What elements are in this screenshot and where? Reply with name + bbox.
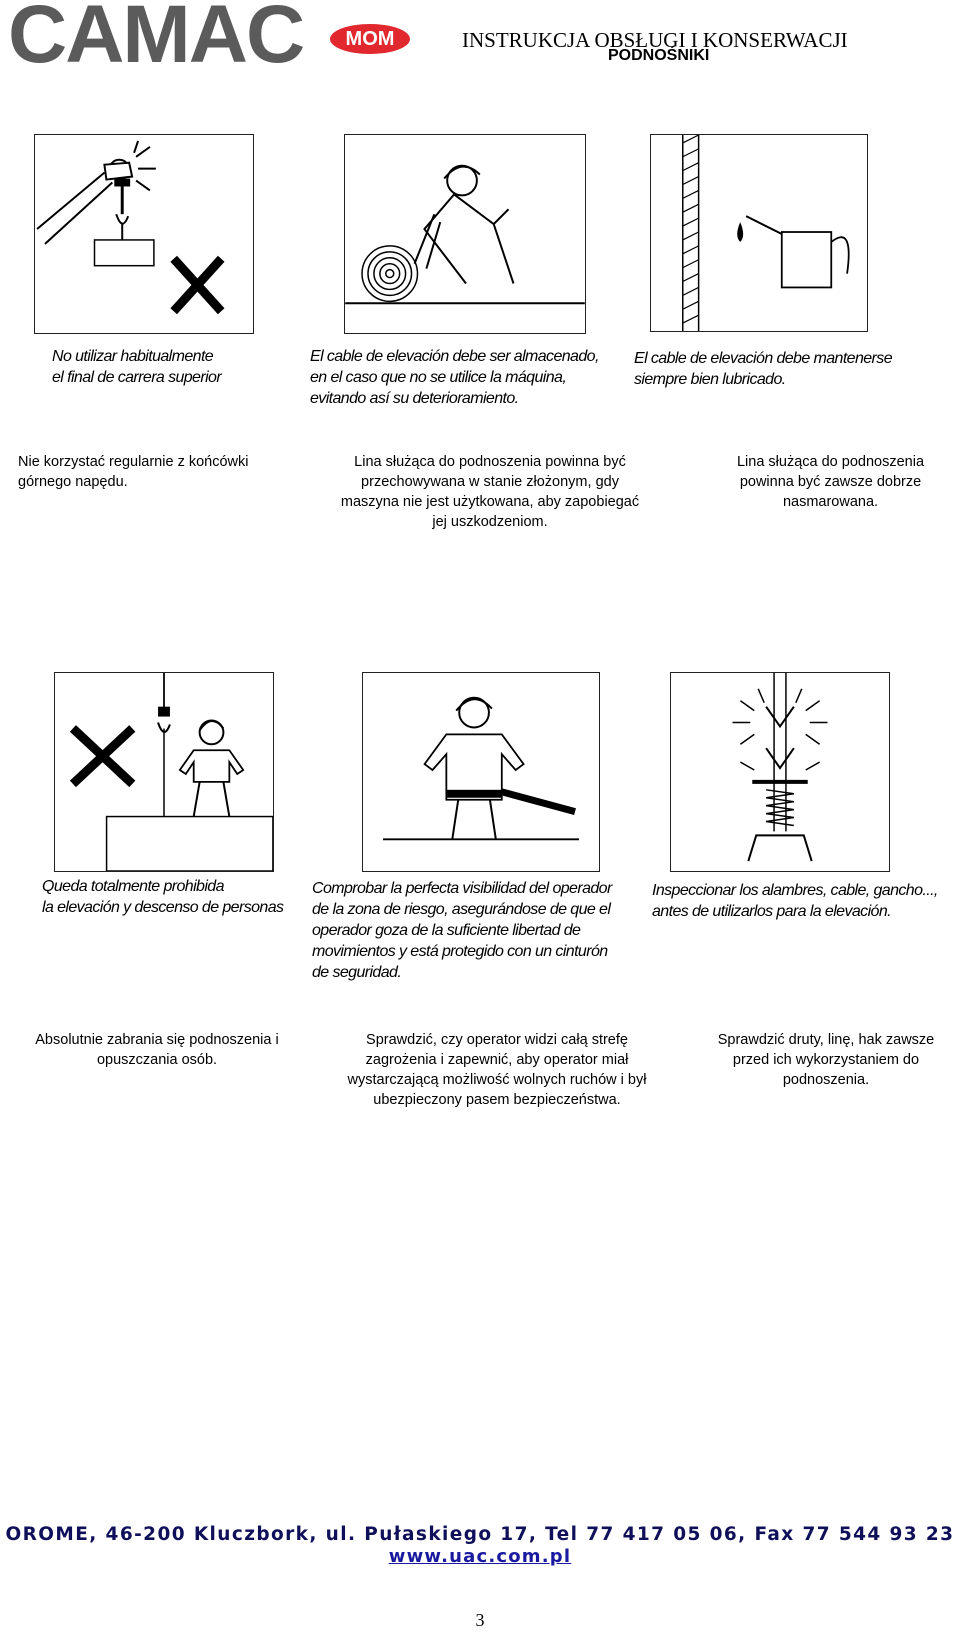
mom-logo-badge: MOM (330, 24, 410, 54)
caption-es-lubrication (634, 348, 934, 390)
caption-es-line: el final de carrera superior (52, 369, 222, 386)
illustration-hook-inspection (670, 672, 890, 872)
illustration-limit-switch (34, 134, 254, 334)
caption-pl-no-person-lifting: Absolutnie zabrania się podnoszenia i opuszczania osób. (35, 1032, 279, 1068)
caption-es-line: El cable de elevación debe ser almacenado, (310, 348, 599, 365)
illustration-operator-visibility (362, 672, 600, 872)
limit-switch-drawing (35, 135, 253, 333)
illustration-no-person-lifting (54, 672, 274, 872)
camac-logo: CAMAC (8, 0, 304, 80)
hook-inspection-drawing (671, 673, 889, 871)
cable-storage-drawing (345, 135, 585, 333)
operator-visibility-drawing (363, 673, 599, 871)
caption-pl-lubrication: Lina służąca do podnoszenia powinna być zawsze dobrze nasmarowana. (736, 454, 925, 510)
caption-es-hook-inspection (652, 880, 952, 922)
document-title: INSTRUKCJA OBSŁUGI I KONSERWACJI (462, 28, 848, 52)
caption-es-line: antes de utilizarlos para la elevación. (652, 903, 891, 920)
caption-es-line: de seguridad. (312, 964, 402, 981)
caption-pl-limit-switch: Nie korzystać regularnie z końcówki górnego napędu. (18, 454, 249, 490)
caption-es-no-person-lifting (42, 876, 332, 918)
footer-address: OROME, 46-200 Kluczbork, ul. Pułaskiego 17, Tel 77 417 05 06, Fax 77 544 93 23 (5, 1524, 955, 1545)
page-number: 3 (475, 1610, 485, 1630)
caption-pl-operator-visibility: Sprawdzić, czy operator widzi całą strefę zagrożenia i zapewnić, aby operator miał wystarczającą możliwość wolnych ruchów i był ubezpieczony pasem bezpieczeństwa. (347, 1032, 647, 1108)
caption-pl-cable-storage: Lina służąca do podnoszenia powinna być przechowywana w stanie złożonym, gdy maszyna nie jest użytkowana, aby zapobiegać jej uszkodzeniom. (340, 454, 640, 530)
illustration-cable-storage (344, 134, 586, 334)
caption-es-line: siempre bien lubricado. (634, 371, 786, 388)
document-subtitle: PODNOŚNIKI (608, 47, 710, 64)
cable-lubrication-drawing (651, 135, 867, 331)
caption-es-line: El cable de elevación debe mantenerse (634, 350, 892, 367)
illustration-cable-lubrication (650, 134, 868, 332)
no-person-lifting-drawing (55, 673, 273, 871)
caption-es-line: operador goza de la suficiente libertad de (312, 922, 581, 939)
caption-es-line: movimientos y está protegido con un cinturón (312, 943, 608, 960)
footer-website-link[interactable]: www.uac.com.pl (388, 1546, 572, 1567)
caption-es-line: Comprobar la perfecta visibilidad del operador (312, 880, 612, 897)
caption-es-line: No utilizar habitualmente (52, 348, 214, 365)
caption-pl-hook-inspection: Sprawdzić druty, linę, hak zawsze przed ich wykorzystaniem do podnoszenia. (717, 1032, 935, 1088)
caption-es-line: Queda totalmente prohibida (42, 878, 224, 895)
caption-es-line: Inspeccionar los alambres, cable, gancho..., (652, 882, 938, 899)
caption-es-line: de la zona de riesgo, asegurándose de que el (312, 901, 611, 918)
caption-es-line: evitando así su deterioramiento. (310, 390, 519, 407)
caption-es-limit-switch (52, 346, 292, 388)
caption-es-line: la elevación y descenso de personas (42, 899, 284, 916)
caption-es-operator-visibility (312, 878, 652, 983)
caption-es-cable-storage (310, 346, 620, 409)
caption-es-line: en el caso que no se utilice la máquina, (310, 369, 567, 386)
